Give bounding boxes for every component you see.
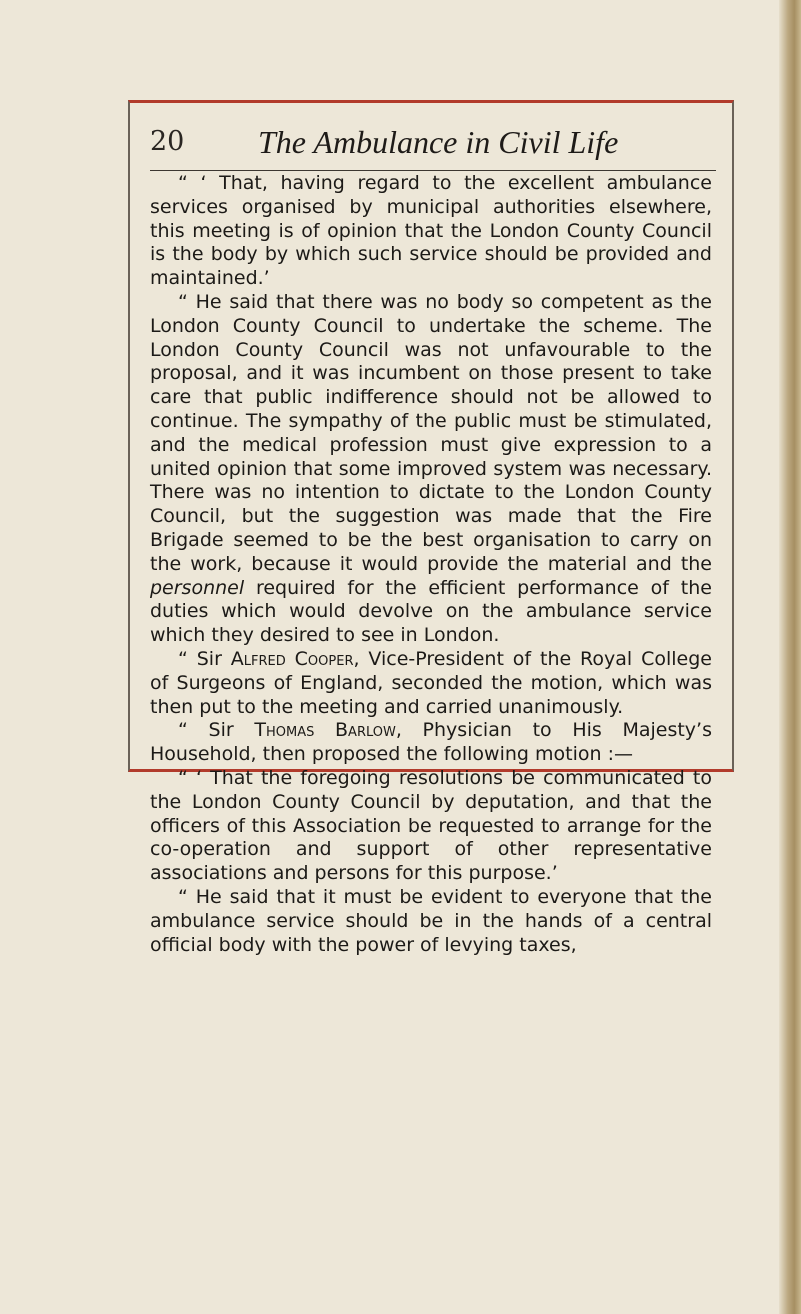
paragraph-seconded	[150, 648, 712, 719]
paragraph-seconded-open: “ Sir	[178, 647, 222, 670]
paragraph-resolution-quote: “ ‘ That, having regard to the excellent ambulance services organised by municipal authorities elsewhere, this meeting is of opinion that the London County Council is the body by which such service should be provided and maintained.’	[150, 172, 712, 290]
paragraph-speech-text-end: required for the efficient performance of the duties which would devolve on the ambulance service which they desired to see in London.	[150, 576, 712, 647]
name-thomas-barlow: Thomas Barlow	[254, 719, 396, 742]
italic-personnel: personnel	[150, 576, 245, 599]
body-text	[150, 172, 712, 957]
paragraph-closing: “ He said that it must be evident to everyone that the ambulance service should be in the hands of a central official body with the power of levying taxes,	[150, 885, 712, 956]
paragraph-motion-quote: “ ‘ That the foregoing resolutions be communicated to the London County Council by deputation, and that the officers of this Association be requested to arrange for the co-operation and support of other representative associations and persons for this purpose.’	[150, 766, 712, 885]
name-alfred-cooper: Alfred Cooper	[230, 647, 354, 670]
running-title: The Ambulance in Civil Life	[258, 124, 619, 160]
page-number: 20	[150, 126, 185, 157]
paragraph-speech-text: “ He said that there was no body so competent as the London County Council to undertake the scheme. The London County Council was not unfavourable to the proposal, and it was incumbent on those present to take care that public indifference should not be allowed to continue. The sympathy of the public must be stimulated, and the medical profession must give expression to a united opinion that some improved system was necessary. There was no intention to dictate to the London County Council, but the suggestion was made that the Fire Brigade seemed to be the best organisation to carry on the work, because it would provide the material and the	[150, 290, 712, 575]
page-header	[150, 122, 720, 166]
paragraph-speech	[150, 291, 712, 648]
paragraph-proposed-open: “ Sir	[178, 719, 234, 742]
paragraph-proposed-rest: , Physician to His Majesty’s Household, then proposed the following motion :—	[150, 719, 712, 766]
page-edge-shadow	[779, 0, 801, 1314]
header-rule	[150, 170, 716, 171]
paragraph-proposed	[150, 719, 712, 767]
paragraph-seconded-rest: , Vice-President of the Royal College of Surgeons of England, seconded the motion, which was then put to the meeting and carried unanimously.	[150, 647, 712, 718]
